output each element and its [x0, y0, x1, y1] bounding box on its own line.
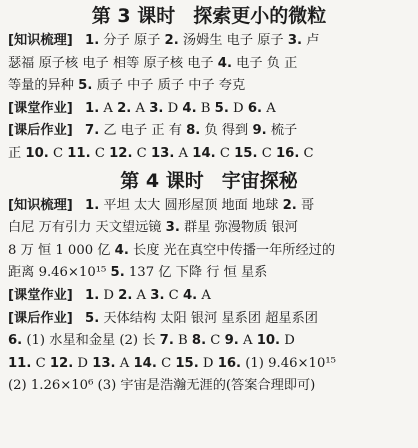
answer-line: [课堂作业] 1. D 2. A 3. C 4. A — [8, 287, 211, 303]
section-title-lesson-4 — [8, 169, 410, 195]
lesson-topic: 宇宙探秘 — [221, 169, 298, 192]
lesson-topic: 探索更小的微粒 — [193, 5, 327, 27]
answer-line: [知识梳理] 1. 平坦 太大 圆形屋顶 地面 地球 2. 哥 — [8, 197, 315, 213]
section-title-lesson-3 — [8, 4, 410, 30]
lesson-number: 第 3 课时 — [91, 5, 176, 27]
answer-line: [课后作业] 7. 乙 电子 正 有 8. 负 得到 9. 梳子 — [8, 123, 298, 139]
answer-line: [课后作业] 5. 天体结构 太阳 银河 星系团 超星系团 — [8, 310, 318, 326]
answer-line: 等量的异种 5. 质子 中子 质子 中子 夸克 — [8, 78, 246, 94]
answer-line: [知识梳理] 1. 分子 原子 2. 汤姆生 电子 原子 3. 卢 — [8, 33, 320, 48]
answer-line: 8 万 恒 1 000 亿 4. 长度 光在真空中传播一年所经过的 — [8, 242, 336, 258]
answer-line: 白尼 万有引力 天文望远镜 3. 群星 弥漫物质 银河 — [8, 220, 298, 236]
answer-line: 6. (1) 水星和金星 (2) 长 7. B 8. C 9. A 10. D — [8, 333, 295, 349]
answer-line: 距离 9.46×10¹⁵ 5. 137 亿 下降 行 恒 星系 — [8, 265, 268, 281]
answer-line: 正 10. C 11. C 12. C 13. A 14. C 15. C 16. C — [8, 145, 314, 161]
answer-line: [课堂作业] 1. A 2. A 3. D 4. B 5. D 6. A — [8, 100, 276, 116]
lesson-number: 第 4 课时 — [120, 169, 204, 192]
answer-line: 瑟福 原子核 电子 相等 原子核 电子 4. 电子 负 正 — [8, 55, 298, 71]
answer-line: (2) 1.26×10⁶ (3) 宇宙是浩瀚无涯的(答案合理即可) — [8, 378, 316, 394]
answer-line: 11. C 12. D 13. A 14. C 15. D 16. (1) 9.46×10¹⁵ — [8, 355, 336, 371]
